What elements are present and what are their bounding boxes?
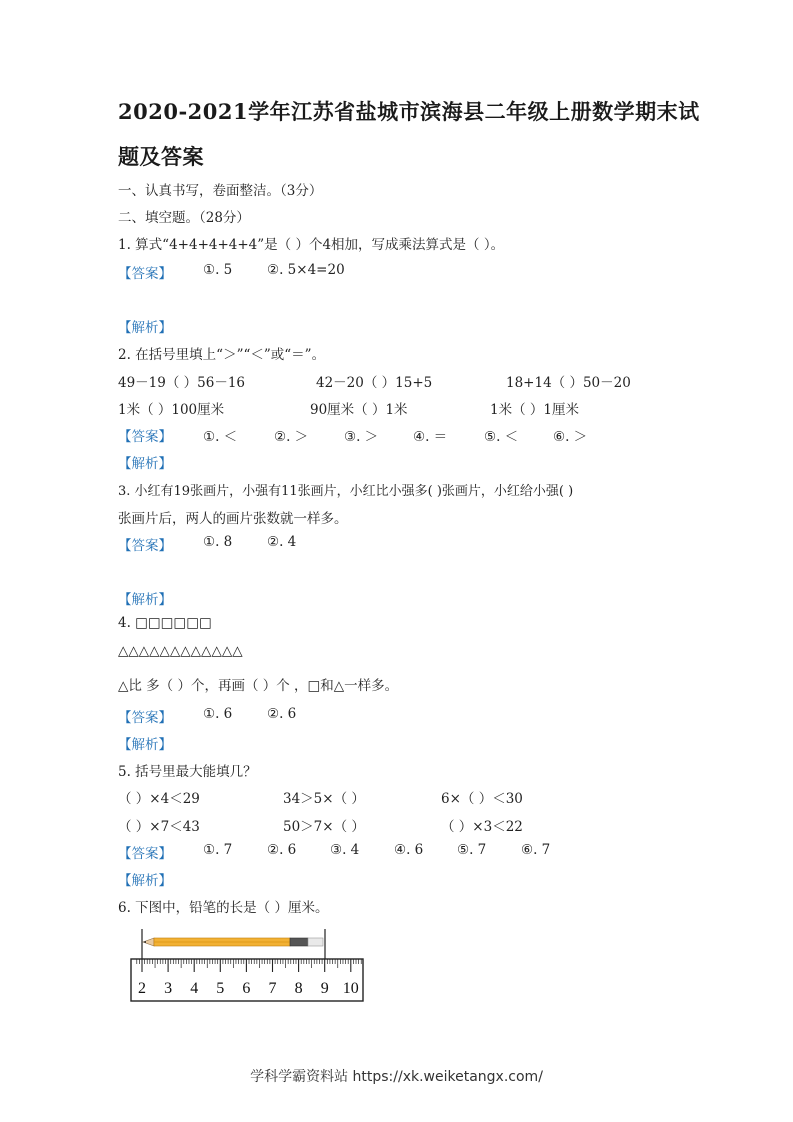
ruler-number-label: 6 <box>242 980 251 997</box>
footer-site-text: 学科学霸资料站 https://xk.weiketangx.com/ <box>250 1069 543 1085</box>
q3-answer-1: ①. 8 <box>203 534 233 550</box>
ruler-number-label: 5 <box>216 980 225 997</box>
ruler-number-label: 10 <box>342 980 359 997</box>
q1-answer-1: ①. 5 <box>203 262 233 278</box>
section-2-heading: 二、填空题。（28分） <box>118 210 250 226</box>
q5-answer-1: ①. 7 <box>203 842 233 858</box>
q5-answer-5: ⑤. 7 <box>457 842 487 858</box>
analysis-label: 【解析】 <box>118 737 172 753</box>
q5-row2-item1: （ ）×7＜43 <box>118 819 200 835</box>
document-title-line2: 题及答案 <box>118 144 204 169</box>
question-4-squares: 4. □□□□□□ <box>118 615 212 631</box>
question-5: 5. 括号里最大能填几？ <box>118 764 257 780</box>
question-6: 6. 下图中，铅笔的长是（ ）厘米。 <box>118 900 329 916</box>
analysis-label: 【解析】 <box>118 873 172 889</box>
analysis-label: 【解析】 <box>118 320 172 336</box>
document-title-line1: 2020-2021学年江苏省盐城市滨海县二年级上册数学期末试 <box>118 99 700 124</box>
question-3-line1: 3. 小红有19张画片，小强有11张画片，小红比小强多( )张画片，小红给小强( ) <box>118 484 574 499</box>
q2-answer-3: ③. ＞ <box>344 429 379 445</box>
q2-row2-item1: 1米（ ）100厘米 <box>118 402 225 418</box>
answer-label: 【答案】 <box>118 710 172 726</box>
ruler-number-label: 7 <box>268 980 277 997</box>
question-2: 2. 在括号里填上“＞”“＜”或“＝”。 <box>118 347 326 363</box>
question-4-text: △比 多（ ）个，再画（ ）个 ，□和△一样多。 <box>118 678 399 694</box>
q2-answer-6: ⑥. ＞ <box>553 429 588 445</box>
q2-answer-5: ⑤. ＜ <box>484 429 519 445</box>
q5-row1-item2: 34＞5×（ ） <box>283 791 365 807</box>
q5-answer-3: ③. 4 <box>330 842 360 858</box>
ruler-number-label: 3 <box>164 980 173 997</box>
q5-row2-item2: 50＞7×（ ） <box>283 819 365 835</box>
analysis-label: 【解析】 <box>118 456 172 472</box>
pencil-ruler-figure <box>128 925 368 1005</box>
answer-label: 【答案】 <box>118 266 172 282</box>
q4-answer-2: ②. 6 <box>267 706 297 722</box>
q3-answer-2: ②. 4 <box>267 534 297 550</box>
q2-row1-item1: 49－19（ ）56－16 <box>118 375 246 391</box>
q2-row2-item2: 90厘米（ ）1米 <box>310 402 408 418</box>
q5-row1-item3: 6×（ ）＜30 <box>441 791 523 807</box>
q5-row1-item1: （ ）×4＜29 <box>118 791 200 807</box>
q2-row2-item3: 1米（ ）1厘米 <box>490 402 579 418</box>
q4-answer-1: ①. 6 <box>203 706 233 722</box>
analysis-label: 【解析】 <box>118 592 172 608</box>
q5-answer-2: ②. 6 <box>267 842 297 858</box>
ruler-number-label: 2 <box>138 980 146 997</box>
question-3-line2: 张画片后，两人的画片张数就一样多。 <box>118 511 348 527</box>
question-1: 1. 算式“4+4+4+4+4”是（ ）个4相加，写成乘法算式是（ ）。 <box>118 237 505 253</box>
pencil-icon <box>143 938 323 946</box>
question-4-triangles: △△△△△△△△△△△△ <box>118 643 243 659</box>
answer-label: 【答案】 <box>118 846 172 862</box>
q2-row1-item2: 42－20（ ）15+5 <box>316 375 433 391</box>
ruler-number-label: 8 <box>294 980 303 997</box>
q2-answer-4: ④. ＝ <box>413 429 448 445</box>
ruler-number-label: 9 <box>320 980 329 997</box>
answer-label: 【答案】 <box>118 538 172 554</box>
q5-answer-6: ⑥. 7 <box>521 842 551 858</box>
q2-answer-2: ②. ＞ <box>274 429 309 445</box>
q1-answer-2: ②. 5×4=20 <box>267 262 345 278</box>
q5-row2-item3: （ ）×3＜22 <box>441 819 523 835</box>
answer-label: 【答案】 <box>118 429 172 445</box>
section-1-heading: 一、认真书写，卷面整洁。（3分） <box>118 183 323 199</box>
q2-row1-item3: 18+14（ ）50－20 <box>506 375 631 391</box>
ruler-labels <box>138 980 359 997</box>
q5-answer-4: ④. 6 <box>394 842 424 858</box>
q2-answer-1: ①. ＜ <box>203 429 238 445</box>
ruler-number-label: 4 <box>190 980 199 997</box>
